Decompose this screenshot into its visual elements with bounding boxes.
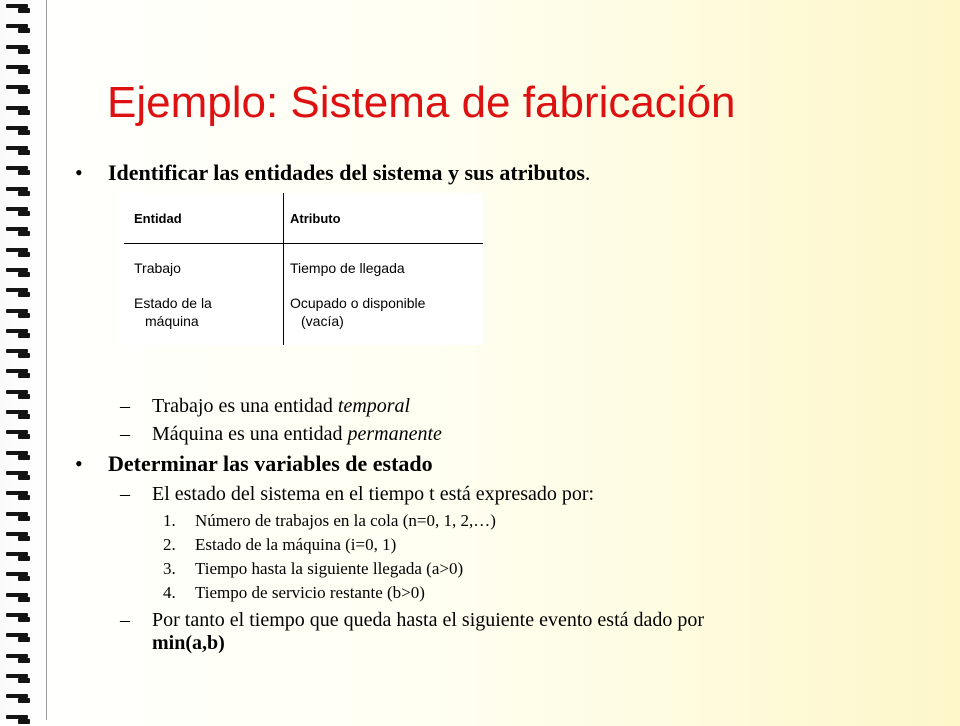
note-text: Trabajo es una entidad: [152, 395, 338, 417]
spiral-ring: [6, 207, 30, 218]
spiral-ring: [6, 552, 30, 563]
bullet-text: Identificar las entidades del sistema y sus atributos: [108, 160, 585, 185]
spiral-ring: [6, 532, 30, 543]
table-cell-entity: Trabajo: [134, 260, 181, 276]
spiral-ring: [6, 613, 30, 624]
spiral-ring: [6, 329, 30, 340]
dash-marker: –: [120, 483, 130, 505]
spiral-ring: [6, 674, 30, 685]
spiral-ring: [6, 654, 30, 665]
spiral-ring: [6, 268, 30, 279]
spiral-ring: [6, 572, 30, 583]
spiral-ring: [6, 451, 30, 462]
bullet-suffix: .: [584, 160, 591, 185]
table-header-divider: [124, 243, 483, 244]
spiral-ring: [6, 430, 30, 441]
spiral-ring: [6, 491, 30, 502]
spiral-ring: [6, 187, 30, 198]
spiral-ring: [6, 146, 30, 157]
item-text: Número de trabajos en la cola (n=0, 1, 2,…): [195, 511, 496, 530]
bullet-marker: •: [75, 160, 83, 185]
spiral-ring: [6, 106, 30, 117]
note-emphasis: permanente: [347, 423, 442, 445]
spiral-ring: [6, 694, 30, 705]
spiral-ring: [6, 288, 30, 299]
note-text: Máquina es una entidad: [152, 423, 348, 445]
table-cell-attribute: Tiempo de llegada: [290, 260, 405, 276]
spiral-ring: [6, 512, 30, 523]
bullet-marker: •: [75, 451, 83, 476]
conclusion-formula: min(a,b): [152, 632, 225, 654]
item-number: 4.: [163, 583, 176, 602]
note-emphasis: temporal: [337, 395, 411, 417]
spiral-ring: [6, 593, 30, 604]
spiral-ring: [6, 45, 30, 56]
spiral-ring: [6, 227, 30, 238]
spiral-ring: [6, 85, 30, 96]
spiral-ring: [6, 471, 30, 482]
spiral-ring: [6, 248, 30, 259]
item-text: Estado de la máquina (i=0, 1): [195, 535, 397, 554]
table-cell-entity: Estado de la: [134, 295, 212, 311]
spiral-ring: [6, 633, 30, 644]
table-cell-attribute-cont: (vacía): [301, 313, 344, 329]
spiral-ring: [6, 24, 30, 35]
spiral-ring: [6, 715, 30, 726]
table-cell-entity-cont: máquina: [145, 313, 199, 329]
spiral-ring: [6, 410, 30, 421]
table-cell-attribute: Ocupado o disponible: [290, 295, 426, 311]
conclusion-text: Por tanto el tiempo que queda hasta el siguiente evento está dado por: [152, 609, 705, 631]
spiral-ring: [6, 65, 30, 76]
item-text: Tiempo hasta la siguiente llegada (a>0): [195, 559, 464, 578]
bullet-text: Determinar las variables de estado: [108, 451, 433, 476]
spiral-ring: [6, 349, 30, 360]
item-number: 1.: [163, 511, 176, 530]
spiral-ring: [6, 4, 30, 15]
slide-title: Ejemplo: Sistema de fabricación: [107, 78, 736, 127]
item-number: 3.: [163, 559, 176, 578]
table-header-attribute: Atributo: [290, 211, 341, 226]
dash-marker: –: [120, 423, 130, 445]
spiral-ring: [6, 369, 30, 380]
item-text: Tiempo de servicio restante (b>0): [195, 583, 425, 602]
dash-marker: –: [120, 609, 130, 631]
spiral-ring: [6, 166, 30, 177]
item-number: 2.: [163, 535, 176, 554]
entity-attribute-table: [124, 193, 483, 345]
spiral-ring: [6, 309, 30, 320]
table-header-entity: Entidad: [134, 211, 182, 226]
spiral-binding: [0, 0, 47, 720]
spiral-ring: [6, 126, 30, 137]
dash-marker: –: [120, 395, 130, 417]
table-column-divider: [283, 193, 284, 345]
spiral-ring: [6, 390, 30, 401]
state-intro-text: El estado del sistema en el tiempo t está expresado por:: [152, 483, 595, 505]
